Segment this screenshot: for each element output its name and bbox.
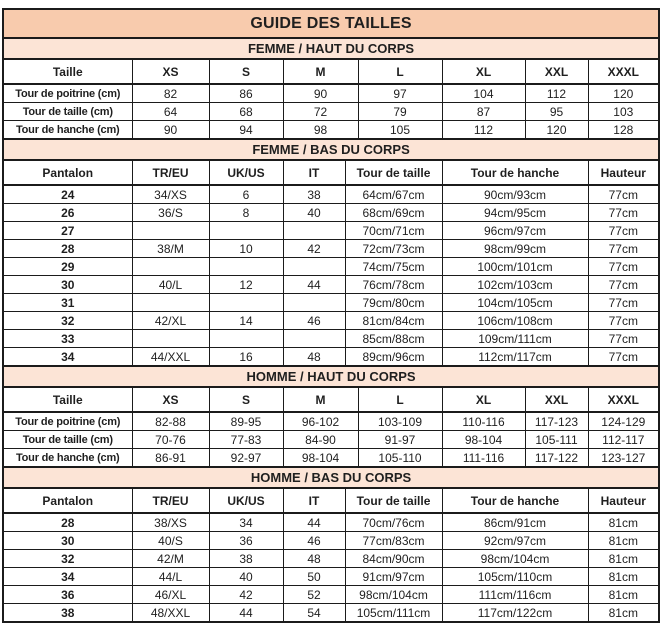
- value-cell: 77cm: [588, 258, 659, 276]
- value-cell: 90cm/93cm: [442, 185, 588, 204]
- row-label: Tour de poitrine (cm): [3, 84, 132, 103]
- size-guide-table: [2, 8, 660, 623]
- column-header-row: [3, 387, 659, 412]
- table-row: [3, 294, 659, 312]
- value-cell: 44: [283, 513, 345, 532]
- value-cell: 8: [209, 204, 283, 222]
- column-header: IT: [283, 160, 345, 185]
- column-header: XXXL: [588, 387, 659, 412]
- row-label: Tour de poitrine (cm): [3, 412, 132, 431]
- table-row: [3, 412, 659, 431]
- row-label: Tour de taille (cm): [3, 103, 132, 121]
- value-cell: 44: [283, 276, 345, 294]
- column-header: L: [358, 387, 442, 412]
- section-band-row: [3, 467, 659, 488]
- column-header: XXXL: [588, 59, 659, 84]
- value-cell: 36: [209, 532, 283, 550]
- table-row: [3, 204, 659, 222]
- value-cell: 87: [442, 103, 525, 121]
- section-header-femme-haut: FEMME / HAUT DU CORPS: [3, 38, 659, 59]
- table-row: [3, 532, 659, 550]
- value-cell: 64: [132, 103, 209, 121]
- value-cell: 54: [283, 604, 345, 623]
- value-cell: 42: [209, 586, 283, 604]
- value-cell: 77cm: [588, 348, 659, 367]
- value-cell: 98-104: [442, 431, 525, 449]
- value-cell: 105-111: [525, 431, 588, 449]
- value-cell: 98: [283, 121, 358, 140]
- value-cell: 36/S: [132, 204, 209, 222]
- value-cell: 105cm/110cm: [442, 568, 588, 586]
- value-cell: 97: [358, 84, 442, 103]
- row-label: 27: [3, 222, 132, 240]
- column-header-row: [3, 160, 659, 185]
- value-cell: 117-123: [525, 412, 588, 431]
- value-cell: 117cm/122cm: [442, 604, 588, 623]
- value-cell: [209, 330, 283, 348]
- value-cell: 94cm/95cm: [442, 204, 588, 222]
- column-header: XL: [442, 387, 525, 412]
- section-header-homme-bas: HOMME / BAS DU CORPS: [3, 467, 659, 488]
- column-header: XXL: [525, 387, 588, 412]
- value-cell: 92cm/97cm: [442, 532, 588, 550]
- row-label: 28: [3, 240, 132, 258]
- value-cell: 76cm/78cm: [345, 276, 442, 294]
- value-cell: 96cm/97cm: [442, 222, 588, 240]
- value-cell: 128: [588, 121, 659, 140]
- value-cell: 105: [358, 121, 442, 140]
- value-cell: 92-97: [209, 449, 283, 468]
- value-cell: [132, 258, 209, 276]
- value-cell: 89cm/96cm: [345, 348, 442, 367]
- value-cell: 77cm/83cm: [345, 532, 442, 550]
- value-cell: 40/S: [132, 532, 209, 550]
- value-cell: 70cm/76cm: [345, 513, 442, 532]
- table-row: [3, 103, 659, 121]
- value-cell: 48: [283, 348, 345, 367]
- value-cell: 91cm/97cm: [345, 568, 442, 586]
- value-cell: 124-129: [588, 412, 659, 431]
- column-header: IT: [283, 488, 345, 513]
- table-row: [3, 312, 659, 330]
- value-cell: 91-97: [358, 431, 442, 449]
- column-header: TR/EU: [132, 488, 209, 513]
- page-title: GUIDE DES TAILLES: [3, 9, 659, 38]
- column-header: Tour de hanche: [442, 160, 588, 185]
- row-label: 34: [3, 568, 132, 586]
- value-cell: 74cm/75cm: [345, 258, 442, 276]
- column-header: XS: [132, 387, 209, 412]
- row-label: Tour de hanche (cm): [3, 449, 132, 468]
- value-cell: 77cm: [588, 222, 659, 240]
- value-cell: [283, 258, 345, 276]
- value-cell: 90: [283, 84, 358, 103]
- value-cell: 105-110: [358, 449, 442, 468]
- value-cell: 38/XS: [132, 513, 209, 532]
- column-header: TR/EU: [132, 160, 209, 185]
- value-cell: 70cm/71cm: [345, 222, 442, 240]
- value-cell: 109cm/111cm: [442, 330, 588, 348]
- value-cell: 12: [209, 276, 283, 294]
- row-label: 30: [3, 276, 132, 294]
- value-cell: 40: [283, 204, 345, 222]
- table-row: [3, 568, 659, 586]
- value-cell: 46: [283, 532, 345, 550]
- value-cell: 98cm/99cm: [442, 240, 588, 258]
- value-cell: 111cm/116cm: [442, 586, 588, 604]
- value-cell: 79cm/80cm: [345, 294, 442, 312]
- value-cell: 38: [283, 185, 345, 204]
- value-cell: 112: [525, 84, 588, 103]
- value-cell: 77cm: [588, 294, 659, 312]
- section-header-femme-bas: FEMME / BAS DU CORPS: [3, 139, 659, 160]
- value-cell: 86cm/91cm: [442, 513, 588, 532]
- value-cell: 98-104: [283, 449, 358, 468]
- column-header: UK/US: [209, 160, 283, 185]
- value-cell: 90: [132, 121, 209, 140]
- row-label: 36: [3, 586, 132, 604]
- column-header: Tour de hanche: [442, 488, 588, 513]
- table-row: [3, 185, 659, 204]
- column-header: Tour de taille: [345, 160, 442, 185]
- value-cell: 95: [525, 103, 588, 121]
- value-cell: 16: [209, 348, 283, 367]
- table-row: [3, 121, 659, 140]
- value-cell: 81cm: [588, 568, 659, 586]
- value-cell: 104cm/105cm: [442, 294, 588, 312]
- value-cell: 104: [442, 84, 525, 103]
- value-cell: [209, 258, 283, 276]
- value-cell: 77cm: [588, 276, 659, 294]
- value-cell: 105cm/111cm: [345, 604, 442, 623]
- table-row: [3, 276, 659, 294]
- column-header: S: [209, 387, 283, 412]
- value-cell: [209, 222, 283, 240]
- value-cell: 10: [209, 240, 283, 258]
- column-header: M: [283, 59, 358, 84]
- section-band-row: [3, 366, 659, 387]
- value-cell: 38: [209, 550, 283, 568]
- column-header: Taille: [3, 387, 132, 412]
- value-cell: 112: [442, 121, 525, 140]
- row-label: 24: [3, 185, 132, 204]
- value-cell: 40: [209, 568, 283, 586]
- value-cell: [209, 294, 283, 312]
- value-cell: 42/M: [132, 550, 209, 568]
- value-cell: 84-90: [283, 431, 358, 449]
- value-cell: 112-117: [588, 431, 659, 449]
- column-header: M: [283, 387, 358, 412]
- value-cell: 112cm/117cm: [442, 348, 588, 367]
- value-cell: 68cm/69cm: [345, 204, 442, 222]
- value-cell: 111-116: [442, 449, 525, 468]
- value-cell: 44/XXL: [132, 348, 209, 367]
- value-cell: 64cm/67cm: [345, 185, 442, 204]
- value-cell: 81cm: [588, 586, 659, 604]
- value-cell: 81cm/84cm: [345, 312, 442, 330]
- row-label: 38: [3, 604, 132, 623]
- value-cell: 98cm/104cm: [442, 550, 588, 568]
- value-cell: 81cm: [588, 532, 659, 550]
- value-cell: 48/XXL: [132, 604, 209, 623]
- value-cell: 52: [283, 586, 345, 604]
- value-cell: 103-109: [358, 412, 442, 431]
- value-cell: 48: [283, 550, 345, 568]
- value-cell: 77cm: [588, 330, 659, 348]
- row-label: 32: [3, 550, 132, 568]
- column-header: XS: [132, 59, 209, 84]
- value-cell: 85cm/88cm: [345, 330, 442, 348]
- value-cell: 44/L: [132, 568, 209, 586]
- row-label: 29: [3, 258, 132, 276]
- title-row: [3, 9, 659, 38]
- value-cell: 77cm: [588, 240, 659, 258]
- value-cell: [132, 222, 209, 240]
- value-cell: 77cm: [588, 312, 659, 330]
- row-label: 30: [3, 532, 132, 550]
- table-row: [3, 84, 659, 103]
- value-cell: 82-88: [132, 412, 209, 431]
- value-cell: [283, 294, 345, 312]
- row-label: 28: [3, 513, 132, 532]
- value-cell: 100cm/101cm: [442, 258, 588, 276]
- column-header: XXL: [525, 59, 588, 84]
- value-cell: 86-91: [132, 449, 209, 468]
- value-cell: 102cm/103cm: [442, 276, 588, 294]
- value-cell: [283, 330, 345, 348]
- table-row: [3, 222, 659, 240]
- value-cell: 123-127: [588, 449, 659, 468]
- column-header-row: [3, 59, 659, 84]
- value-cell: 42: [283, 240, 345, 258]
- table-row: [3, 240, 659, 258]
- row-label: Tour de hanche (cm): [3, 121, 132, 140]
- value-cell: 110-116: [442, 412, 525, 431]
- value-cell: 34: [209, 513, 283, 532]
- value-cell: 120: [525, 121, 588, 140]
- value-cell: [283, 222, 345, 240]
- value-cell: 50: [283, 568, 345, 586]
- row-label: Tour de taille (cm): [3, 431, 132, 449]
- value-cell: 96-102: [283, 412, 358, 431]
- value-cell: 77cm: [588, 204, 659, 222]
- column-header: L: [358, 59, 442, 84]
- value-cell: 81cm: [588, 550, 659, 568]
- table-row: [3, 604, 659, 623]
- column-header: Tour de taille: [345, 488, 442, 513]
- value-cell: 120: [588, 84, 659, 103]
- table-row: [3, 550, 659, 568]
- column-header: UK/US: [209, 488, 283, 513]
- column-header: S: [209, 59, 283, 84]
- value-cell: 81cm: [588, 513, 659, 532]
- table-row: [3, 449, 659, 468]
- row-label: 34: [3, 348, 132, 367]
- column-header: Hauteur: [588, 160, 659, 185]
- value-cell: 42/XL: [132, 312, 209, 330]
- value-cell: 34/XS: [132, 185, 209, 204]
- table-row: [3, 348, 659, 367]
- row-label: 31: [3, 294, 132, 312]
- section-band-row: [3, 139, 659, 160]
- value-cell: 106cm/108cm: [442, 312, 588, 330]
- value-cell: 70-76: [132, 431, 209, 449]
- value-cell: 89-95: [209, 412, 283, 431]
- value-cell: 82: [132, 84, 209, 103]
- value-cell: 68: [209, 103, 283, 121]
- table-row: [3, 330, 659, 348]
- value-cell: [132, 294, 209, 312]
- table-row: [3, 431, 659, 449]
- value-cell: 44: [209, 604, 283, 623]
- value-cell: 14: [209, 312, 283, 330]
- value-cell: 46: [283, 312, 345, 330]
- value-cell: 72: [283, 103, 358, 121]
- row-label: 26: [3, 204, 132, 222]
- value-cell: 81cm: [588, 604, 659, 623]
- column-header-row: [3, 488, 659, 513]
- value-cell: 117-122: [525, 449, 588, 468]
- column-header: Pantalon: [3, 160, 132, 185]
- table-row: [3, 586, 659, 604]
- value-cell: 46/XL: [132, 586, 209, 604]
- value-cell: 6: [209, 185, 283, 204]
- row-label: 33: [3, 330, 132, 348]
- column-header: Hauteur: [588, 488, 659, 513]
- column-header: XL: [442, 59, 525, 84]
- table-row: [3, 513, 659, 532]
- value-cell: 84cm/90cm: [345, 550, 442, 568]
- column-header: Pantalon: [3, 488, 132, 513]
- column-header: Taille: [3, 59, 132, 84]
- value-cell: [132, 330, 209, 348]
- value-cell: 77cm: [588, 185, 659, 204]
- value-cell: 86: [209, 84, 283, 103]
- value-cell: 103: [588, 103, 659, 121]
- section-header-homme-haut: HOMME / HAUT DU CORPS: [3, 366, 659, 387]
- value-cell: 38/M: [132, 240, 209, 258]
- value-cell: 40/L: [132, 276, 209, 294]
- value-cell: 77-83: [209, 431, 283, 449]
- section-band-row: [3, 38, 659, 59]
- value-cell: 79: [358, 103, 442, 121]
- row-label: 32: [3, 312, 132, 330]
- value-cell: 72cm/73cm: [345, 240, 442, 258]
- value-cell: 94: [209, 121, 283, 140]
- value-cell: 98cm/104cm: [345, 586, 442, 604]
- table-row: [3, 258, 659, 276]
